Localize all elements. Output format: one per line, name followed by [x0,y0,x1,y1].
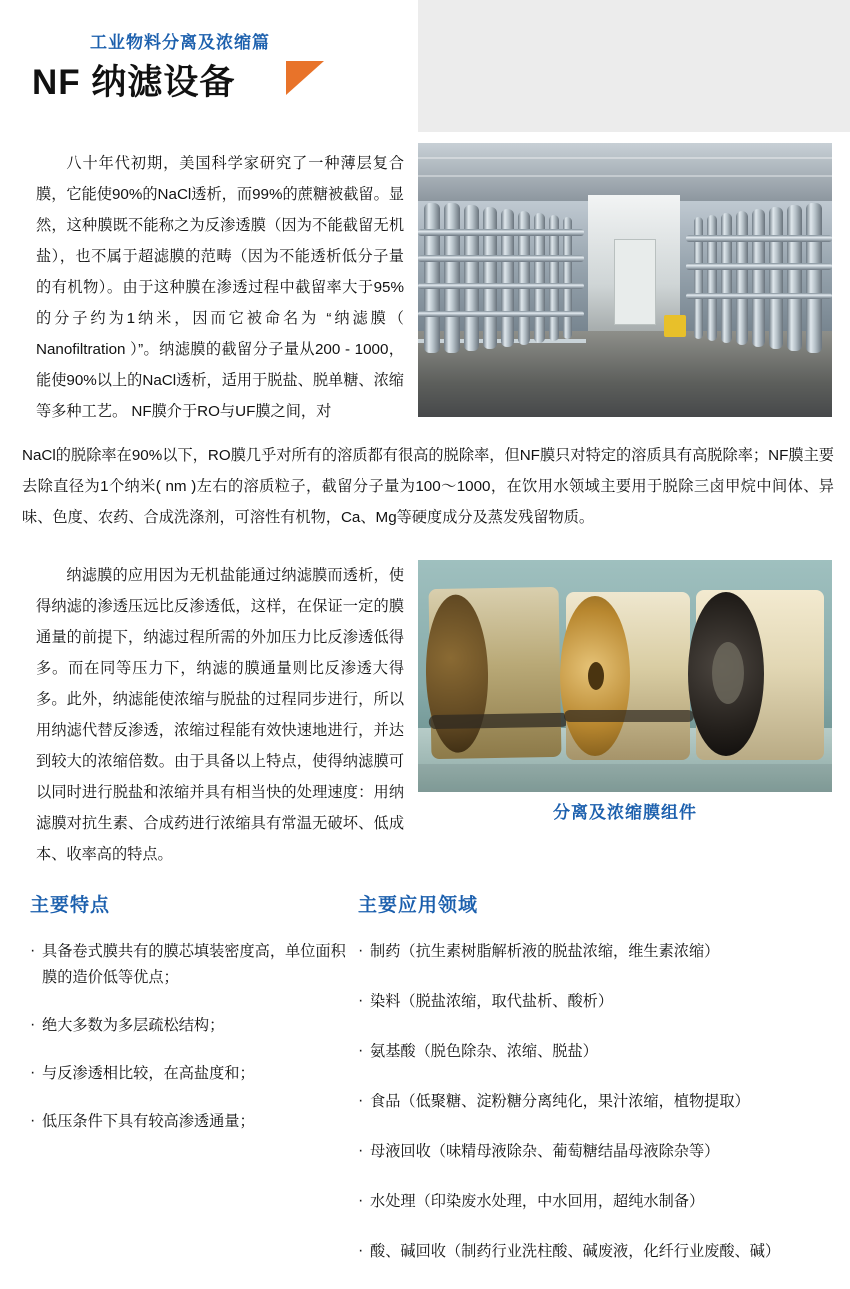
photo1-yellow-cabinet [664,315,686,337]
list-item: · 具备卷式膜共有的膜芯填装密度高，单位面积膜的造价低等优点； [30,939,360,991]
page-header [0,0,418,132]
photo1-vessel [752,209,765,347]
list-item: · 母液回收（味精母液除杂、葡萄糖结晶母液除杂等） [358,1139,838,1165]
header-band [418,0,850,132]
membrane-element-1 [429,587,562,759]
article-paragraph-1-continuation: NaCl的脱除率在90%以下，RO膜几乎对所有的溶质都有很高的脱除率，但NF膜只对特定的溶质具有高脱除率；NF膜主要去除直径为1个纳米( nm )左右的溶质粒子，截留分子量为100～1000，在饮用水领域主要用于脱除三卤甲烷中间体、异味、色度、农药、合成洗涤剂，可溶性有机物，Ca、Mg等硬度成分及蒸发残留物质。 [22,447,834,526]
features-heading: 主要特点 [30,895,111,916]
article-paragraph-1-text: 八十年代初期，美国科学家研究了一种薄层复合膜，它能使90%的NaCl透析，而99%的蔗糖被截留。显然，这种膜既不能称之为反渗透膜（因为不能截留无机盐），也不属于超滤膜的范畴（因为不能透析低分子量的有机物）。由于这种膜在渗透过程中截留率大于95%的分子约为1纳米，因而它被命名为 “纳滤膜（ Nanofiltration ）”。纳滤膜的截留分子量从200 - 1000，能使90%以上的NaCl透析，适用于脱盐、脱单糖、浓缩等多种工艺。 NF膜介于RO与UF膜之间，对 [36,155,404,420]
photo1-ceiling [418,143,832,201]
photo1-pipe [418,311,584,317]
list-item: · 酸、碱回收（制药行业洗柱酸、碱废液，化纤行业废酸、碱） [358,1239,838,1265]
photo2-foreground-shadow [418,764,832,792]
membrane-element-2-core [588,662,604,690]
membrane-element-2-seal [564,710,694,722]
photo1-pipe [686,263,832,270]
list-item: · 氨基酸（脱色除杂、浓缩、脱盐） [358,1039,838,1065]
photo1-vessel [707,215,717,341]
list-item: · 绝大多数为多层疏松结构； [30,1013,360,1039]
membrane-element-2 [566,592,690,760]
photo1-pipe [418,255,584,262]
membrane-element-1-seal [429,713,569,729]
photo-industrial-plant [418,143,832,417]
list-item: · 食品（低聚糖、淀粉糖分离纯化，果汁浓缩，植物提取） [358,1089,838,1115]
photo1-vessel [444,203,460,353]
features-list [30,939,360,1135]
photo1-pipe [686,293,832,299]
photo2-caption: 分离及浓缩膜组件 [553,803,697,822]
list-item: · 染料（脱盐浓缩，取代盐析、酸析） [358,989,838,1015]
photo1-pipe [418,229,584,236]
list-item: · 低压条件下具有较高渗透通量； [30,1109,360,1135]
photo1-ceiling-line [418,175,832,177]
photo1-vessel [806,203,822,353]
photo1-door [614,239,656,325]
features-section [30,890,360,1157]
kicker-text: 工业物料分离及浓缩篇 [90,33,270,52]
photo1-vessel [736,211,748,345]
applications-list [358,939,838,1265]
photo1-vessel [424,203,440,353]
membrane-element-3 [696,590,824,760]
photo1-pipe [686,235,832,242]
photo1-pipe [418,283,584,289]
membrane-element-3-core [712,642,744,704]
article-paragraph-2-text: 纳滤膜的应用因为无机盐能通过纳滤膜而透析，使得纳滤的渗透压远比反渗透低，这样，在保证一定的膜通量的前提下，纳滤过程所需的外加压力比反渗透低得多。而在同等压力下，纳滤的膜通量则比反渗透大得多。此外，纳滤能使浓缩与脱盐的过程同步进行，所以用纳滤代替反渗透，浓缩过程能有效快速地进行，并达到较大的浓缩倍数。由于具备以上特点，使得纳滤膜可以同时进行脱盐和浓缩并具有相当快的处理速度：用纳滤膜对抗生素、合成药进行浓缩具有常温无破坏、低成本、收率高的特点。 [36,567,404,863]
article-paragraph-2 [36,560,404,870]
photo-membrane-elements [418,560,832,792]
list-item: · 与反渗透相比较，在高盐度和； [30,1061,360,1087]
list-item: · 制药（抗生素树脂解析液的脱盐浓缩，维生素浓缩） [358,939,838,965]
photo1-vessel [721,213,732,343]
photo1-vessel [787,205,802,351]
photo1-vessel [464,205,479,351]
photo1-vessel [769,207,783,349]
article-paragraph-1 [36,148,404,427]
applications-heading: 主要应用领域 [358,895,479,916]
list-item: · 水处理（印染废水处理，中水回用，超纯水制备） [358,1189,838,1215]
orange-triangle-icon [286,61,324,95]
photo1-ceiling-line [418,157,832,159]
applications-section [358,890,838,1289]
page-title: NF 纳滤设备 [32,63,236,102]
